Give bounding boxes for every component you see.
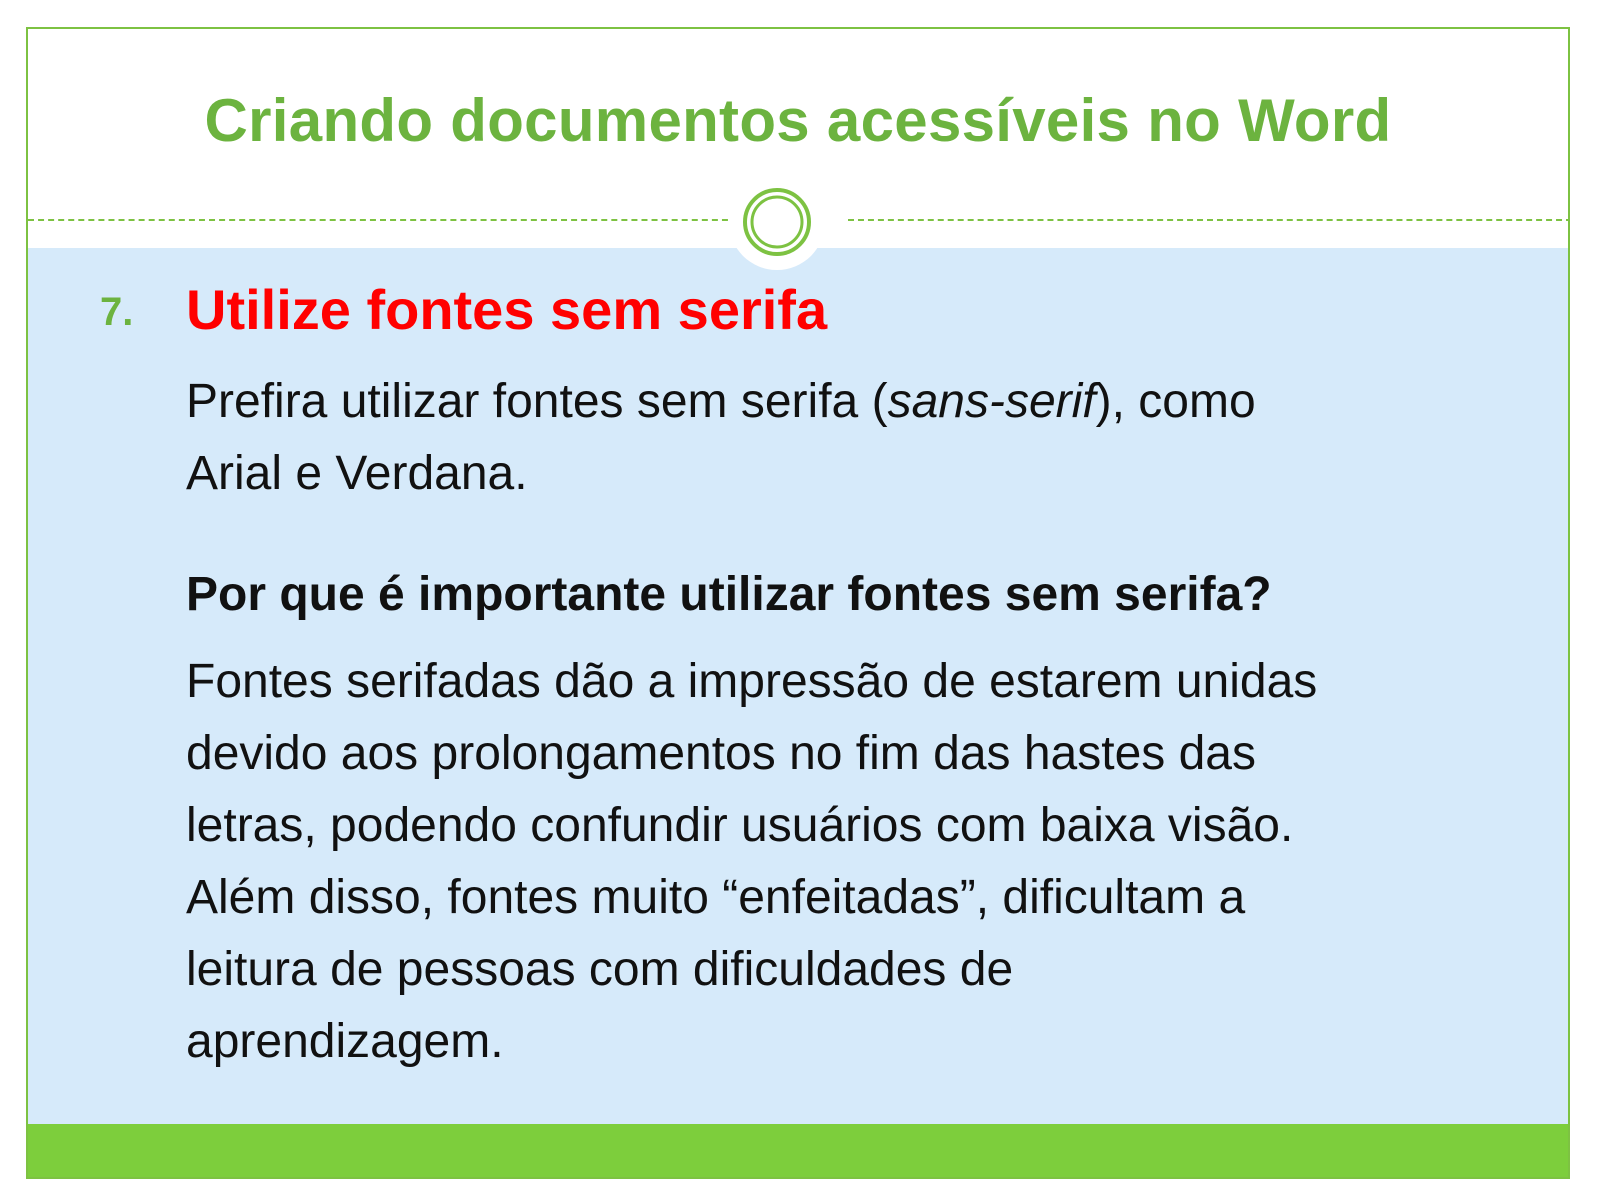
list-item-number: 7. [100,290,134,334]
slide-title: Criando documentos acessíveis no Word [204,87,1392,154]
explanation-line: Fontes serifadas dão a impressão de estarem unidas [186,655,1318,708]
explanation-line: letras, podendo confundir usuários com baixa visão. [186,799,1294,852]
double-circle-ornament-icon [742,187,812,257]
intro-text-part1: Prefira utilizar fontes sem serifa ( [186,375,888,428]
slide [26,27,1570,1179]
item-heading: Utilize fontes sem serifa [186,278,828,341]
explanation-line: Além disso, fontes muito “enfeitadas”, dificultam a [186,871,1246,924]
explanation-line: devido aos prolongamentos no fim das hastes das [186,727,1256,780]
divider-left [28,219,738,221]
paragraph-intro [186,366,1546,510]
question-heading: Por que é importante utilizar fontes sem serifa? [186,568,1272,621]
intro-text-part2: ), como [1095,375,1256,428]
divider-right [848,219,1570,221]
paragraph-intro-line-1 [186,366,1546,438]
explanation-line: aprendizagem. [186,1015,504,1068]
explanation-line: leitura de pessoas com dificuldades de [186,943,1014,996]
bottom-bar [28,1124,1568,1177]
paragraph-explanation [186,646,1546,1078]
paragraph-intro-line-2: Arial e Verdana. [186,447,528,500]
intro-text-italic: sans-serif [887,375,1096,428]
